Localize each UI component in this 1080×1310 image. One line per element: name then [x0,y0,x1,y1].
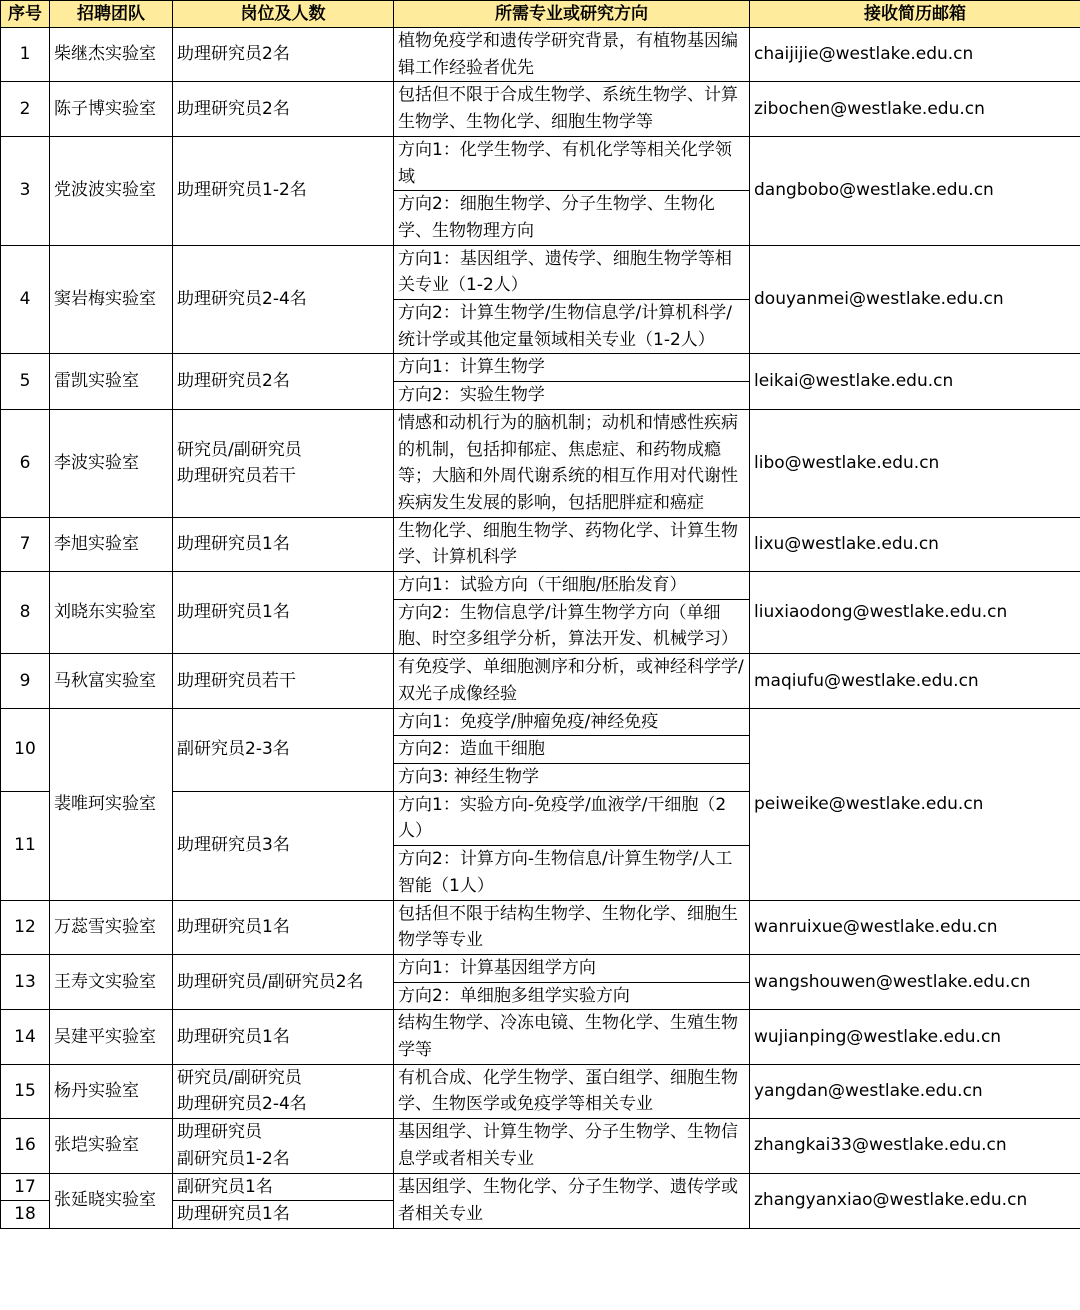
row-position: 助理研究员1名 [173,1010,394,1064]
row-no: 4 [1,245,50,354]
position-line-2: 助理研究员2-4名 [177,1094,307,1115]
row-email[interactable]: liuxiaodong@westlake.edu.cn [750,572,1080,654]
row-position: 助理研究员/副研究员2名 [173,954,394,1009]
row-position: 副研究员2-3名 [173,708,394,791]
row-position: 助理研究员若干 [173,654,394,708]
table-row [1,517,1080,571]
row-team: 裴唯珂实验室 [50,708,173,900]
header-position: 岗位及人数 [173,1,394,28]
row-direction-1: 方向1：试验方向（干细胞/胚胎发育） [394,572,750,600]
row-position: 助理研究员2名 [173,28,394,82]
row-position: 助理研究员1名 [173,900,394,954]
row-no: 1 [1,28,50,82]
table-row [1,708,1080,736]
position-line-2: 助理研究员若干 [177,466,296,487]
row-team: 万蕊雪实验室 [50,900,173,954]
table-row [1,954,1080,982]
position-line-1: 研究员/副研究员 [177,439,302,460]
header-no: 序号 [1,1,50,28]
row-position: 助理研究员1名 [173,572,394,654]
row-major: 有免疫学、单细胞测序和分析，或神经科学学/双光子成像经验 [394,654,750,708]
row-direction-1: 方向1：计算生物学 [394,354,750,382]
row-team: 刘晓东实验室 [50,572,173,654]
row-position: 助理研究员1名 [173,1201,394,1229]
row-team: 王寿文实验室 [50,954,173,1009]
row-no: 8 [1,572,50,654]
row-no: 7 [1,517,50,571]
row-no: 6 [1,409,50,517]
row-direction-2: 方向2：生物信息学/计算生物学方向（单细胞、时空多组学分析，算法开发、机械学习） [394,599,750,653]
row-no: 5 [1,354,50,409]
table-row [1,409,1080,517]
row-major: 有机合成、化学生物学、蛋白组学、细胞生物学、生物医学或免疫学等相关专业 [394,1064,750,1118]
row-no: 10 [1,708,50,791]
row-direction-1: 方向1：化学生物学、有机化学等相关化学领域 [394,136,750,190]
table-row [1,82,1080,136]
row-direction-2: 方向2：实验生物学 [394,382,750,410]
row-team: 张延晓实验室 [50,1173,173,1228]
row-no: 17 [1,1173,50,1201]
row-major: 基因组学、生物化学、分子生物学、遗传学或者相关专业 [394,1173,750,1228]
header-email: 接收简历邮箱 [750,1,1080,28]
table-row [1,28,1080,82]
row-no: 13 [1,954,50,1009]
row-email[interactable]: wanruixue@westlake.edu.cn [750,900,1080,954]
row-position: 助理研究员2名 [173,82,394,136]
row-position: 助理研究员2名 [173,354,394,409]
row-email[interactable]: leikai@westlake.edu.cn [750,354,1080,409]
row-position: 助理研究员1名 [173,517,394,571]
row-no: 16 [1,1119,50,1173]
row-no: 12 [1,900,50,954]
row-direction-1: 方向1：计算基因组学方向 [394,954,750,982]
table-row [1,654,1080,708]
row-email[interactable]: lixu@westlake.edu.cn [750,517,1080,571]
row-direction-1: 方向1：实验方向-免疫学/血液学/干细胞（2人） [394,791,750,845]
row-no: 18 [1,1201,50,1229]
row-major: 包括但不限于结构生物学、生物化学、细胞生物学等专业 [394,900,750,954]
header-row [1,1,1080,28]
row-direction-3: 方向3: 神经生物学 [394,763,750,791]
row-team: 杨丹实验室 [50,1064,173,1118]
row-email[interactable]: zhangkai33@westlake.edu.cn [750,1119,1080,1173]
row-team: 党波波实验室 [50,136,173,245]
row-email[interactable]: wujianping@westlake.edu.cn [750,1010,1080,1064]
row-position [173,409,394,517]
row-major: 结构生物学、冷冻电镜、生物化学、生殖生物学等 [394,1010,750,1064]
row-position [173,1119,394,1173]
row-email[interactable]: zhangyanxiao@westlake.edu.cn [750,1173,1080,1228]
row-major: 植物免疫学和遗传学研究背景，有植物基因编辑工作经验者优先 [394,28,750,82]
row-no: 3 [1,136,50,245]
table-row [1,1119,1080,1173]
row-team: 吴建平实验室 [50,1010,173,1064]
row-team: 李旭实验室 [50,517,173,571]
row-direction-2: 方向2：造血干细胞 [394,736,750,764]
position-line-1: 研究员/副研究员 [177,1067,302,1088]
position-line-1: 助理研究员 [177,1122,262,1143]
position-line-2: 副研究员1-2名 [177,1148,290,1169]
row-email[interactable]: chaijijie@westlake.edu.cn [750,28,1080,82]
row-position: 助理研究员2-4名 [173,245,394,354]
table-row [1,245,1080,299]
row-team: 窦岩梅实验室 [50,245,173,354]
table-row [1,354,1080,382]
row-team: 柴继杰实验室 [50,28,173,82]
row-email[interactable]: douyanmei@westlake.edu.cn [750,245,1080,354]
row-major: 生物化学、细胞生物学、药物化学、计算生物学、计算机科学 [394,517,750,571]
row-position [173,1064,394,1118]
row-position: 助理研究员1-2名 [173,136,394,245]
row-team: 陈子博实验室 [50,82,173,136]
table-row [1,1173,1080,1201]
row-team: 马秋富实验室 [50,654,173,708]
row-position: 副研究员1名 [173,1173,394,1201]
row-direction-1: 方向1：免疫学/肿瘤免疫/神经免疫 [394,708,750,736]
table-row [1,572,1080,600]
row-major: 包括但不限于合成生物学、系统生物学、计算生物学、生物化学、细胞生物学等 [394,82,750,136]
row-team: 张垲实验室 [50,1119,173,1173]
row-major: 基因组学、计算生物学、分子生物学、生物信息学或者相关专业 [394,1119,750,1173]
table-row [1,1010,1080,1064]
row-direction-2: 方向2：单细胞多组学实验方向 [394,982,750,1010]
row-direction-2: 方向2：细胞生物学、分子生物学、生物化学、生物物理方向 [394,191,750,245]
row-email[interactable]: peiweike@westlake.edu.cn [750,708,1080,900]
row-email[interactable]: maqiufu@westlake.edu.cn [750,654,1080,708]
row-no: 14 [1,1010,50,1064]
row-no: 15 [1,1064,50,1118]
row-no: 9 [1,654,50,708]
row-email[interactable]: dangbobo@westlake.edu.cn [750,136,1080,245]
row-team: 雷凯实验室 [50,354,173,409]
row-email[interactable]: yangdan@westlake.edu.cn [750,1064,1080,1118]
row-email[interactable]: libo@westlake.edu.cn [750,409,1080,517]
header-team: 招聘团队 [50,1,173,28]
row-email[interactable]: zibochen@westlake.edu.cn [750,82,1080,136]
table-row [1,136,1080,190]
row-email[interactable]: wangshouwen@westlake.edu.cn [750,954,1080,1009]
row-no: 2 [1,82,50,136]
row-no: 11 [1,791,50,900]
row-position: 助理研究员3名 [173,791,394,900]
row-direction-2: 方向2：计算方向-生物信息/计算生物学/人工智能（1人） [394,846,750,900]
row-direction-1: 方向1：基因组学、遗传学、细胞生物学等相关专业（1-2人） [394,245,750,299]
row-team: 李波实验室 [50,409,173,517]
header-major: 所需专业或研究方向 [394,1,750,28]
row-major: 情感和动机行为的脑机制；动机和情感性疾病的机制，包括抑郁症、焦虑症、和药物成瘾等；大脑和外周代谢系统的相互作用对代谢性疾病发生发展的影响，包括肥胖症和癌症 [394,409,750,517]
row-direction-2: 方向2：计算生物学/生物信息学/计算机科学/统计学或其他定量领域相关专业（1-2人） [394,300,750,354]
table-row [1,1064,1080,1118]
table-row [1,900,1080,954]
